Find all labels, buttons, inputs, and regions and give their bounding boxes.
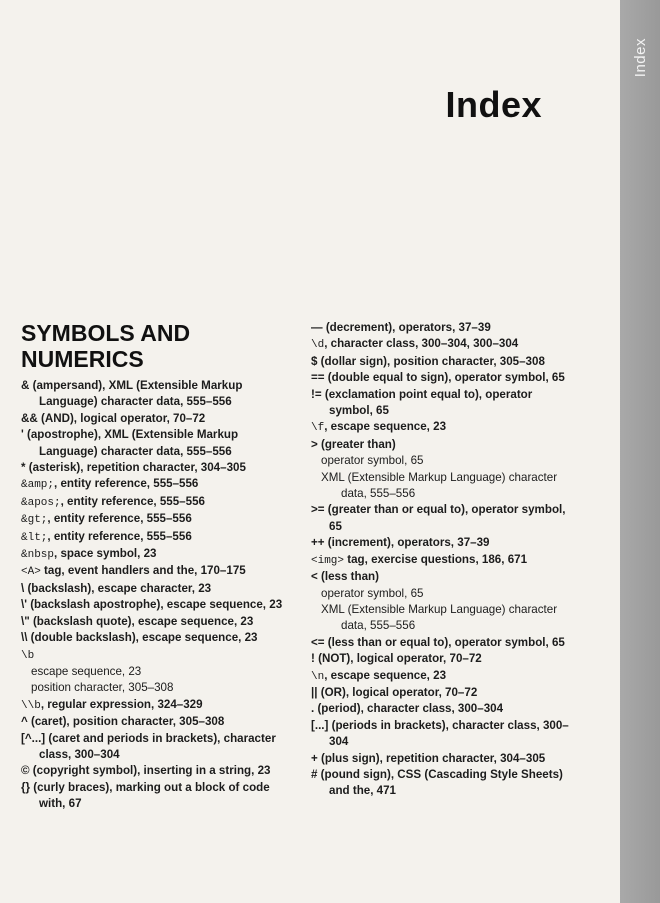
entry-text: [^...] (caret and periods in brackets), character class, 300–304 <box>21 731 276 761</box>
entry-text: © (copyright symbol), inserting in a string, 23 <box>21 764 271 778</box>
entry-text: [...] (periods in brackets), character class, 300–304 <box>311 718 569 749</box>
entry-text: * (asterisk), repetition character, 304–305 <box>21 461 246 475</box>
index-entry <box>21 763 293 779</box>
index-column-right <box>311 320 577 800</box>
code-term: &amp; <box>21 479 55 492</box>
entry-text: \' (backslash apostrophe), escape sequence, 23 <box>21 598 283 612</box>
index-entry <box>21 581 293 597</box>
index-entry <box>21 411 293 427</box>
entry-text: , entity reference, 555–556 <box>47 512 192 526</box>
entry-text: && (AND), logical operator, 70–72 <box>21 411 206 425</box>
code-term: \f <box>311 422 325 435</box>
page-title: Index <box>445 84 542 125</box>
entry-text: >= (greater than or equal to), operator symbol, 65 <box>311 503 566 533</box>
entry-text: ' (apostrophe), XML (Extensible Markup Language) character data, 555–556 <box>21 428 239 458</box>
entry-text: {} (curly braces), marking out a block of code with, 67 <box>21 780 270 811</box>
entry-text: , escape sequence, 23 <box>324 668 447 682</box>
index-subentry <box>311 470 577 503</box>
index-entry <box>311 635 577 651</box>
index-entry <box>311 419 577 436</box>
entry-text: & (ampersand), XML (Extensible Markup Language) character data, 555–556 <box>21 379 243 409</box>
entry-text: || (OR), logical operator, 70–72 <box>311 685 478 699</box>
index-column-left <box>21 320 293 813</box>
index-entry <box>21 546 293 563</box>
index-entry <box>311 668 577 685</box>
index-entry <box>311 354 577 370</box>
entry-text: , character class, 300–304, 300–304 <box>324 337 519 351</box>
code-term: &gt; <box>21 514 48 527</box>
index-entry <box>311 552 577 569</box>
index-entry <box>311 767 577 800</box>
code-term: \d <box>311 339 325 352</box>
index-entry <box>21 647 293 664</box>
index-entry <box>21 714 293 730</box>
index-entry <box>311 718 577 751</box>
section-heading: SYMBOLS AND NUMERICS <box>21 320 191 372</box>
index-subentry <box>21 664 293 680</box>
index-subentry <box>311 586 577 602</box>
index-entry <box>311 701 577 717</box>
entry-text: \\ (double backslash), escape sequence, 23 <box>21 631 258 645</box>
entry-text: < (less than) <box>311 570 379 584</box>
index-entry <box>21 476 293 493</box>
entry-text: . (period), character class, 300–304 <box>311 702 504 716</box>
entry-text: $ (dollar sign), position character, 305–308 <box>311 354 545 368</box>
entry-text: , entity reference, 555–556 <box>47 529 192 543</box>
entry-text: <= (less than or equal to), operator symbol, 65 <box>311 635 565 649</box>
entry-text: + (plus sign), repetition character, 304–305 <box>311 751 546 765</box>
index-entry <box>21 529 293 546</box>
index-entry <box>311 336 577 353</box>
code-term: &apos; <box>21 496 61 509</box>
index-entry <box>311 437 577 453</box>
index-entry <box>21 511 293 528</box>
entry-text: == (double equal to sign), operator symbol, 65 <box>311 371 565 385</box>
index-entry <box>21 460 293 476</box>
index-entry <box>21 697 293 714</box>
index-subentry <box>311 453 577 469</box>
code-term: <A> <box>21 566 41 579</box>
index-entry <box>21 614 293 630</box>
entry-text: > (greater than) <box>311 437 396 451</box>
index-entry-list <box>21 378 293 813</box>
entry-text: ! (NOT), logical operator, 70–72 <box>311 652 482 666</box>
index-entry <box>311 370 577 386</box>
index-entry <box>21 597 293 613</box>
entry-text: tag, event handlers and the, 170–175 <box>40 564 246 578</box>
entry-text: , space symbol, 23 <box>54 547 157 561</box>
code-term: &nbsp <box>21 549 55 562</box>
code-term: \b <box>21 649 35 662</box>
index-entry <box>311 751 577 767</box>
entry-text: XML (Extensible Markup Language) character data, 555–556 <box>321 470 558 501</box>
entry-text: \ (backslash), escape character, 23 <box>21 581 212 595</box>
index-entry <box>21 630 293 646</box>
entry-text: operator symbol, 65 <box>321 586 424 600</box>
side-tab-label: Index <box>632 38 649 78</box>
code-term: <img> <box>311 554 345 567</box>
entry-text: position character, 305–308 <box>31 681 174 695</box>
index-entry <box>21 563 293 580</box>
entry-text: escape sequence, 23 <box>31 664 142 678</box>
index-entry <box>311 502 577 535</box>
index-entry <box>21 731 293 764</box>
index-entry <box>311 387 577 420</box>
entry-text: != (exclamation point equal to), operator symbol, 65 <box>311 387 533 418</box>
index-entry <box>311 535 577 551</box>
index-entry <box>311 569 577 585</box>
entry-text: , regular expression, 324–329 <box>40 697 203 711</box>
entry-text: , entity reference, 555–556 <box>54 477 199 491</box>
index-entry <box>21 378 293 411</box>
entry-text: tag, exercise questions, 186, 671 <box>344 552 528 566</box>
code-term: \\b <box>21 699 41 712</box>
entry-text: \" (backslash quote), escape sequence, 23 <box>21 614 254 628</box>
index-subentry <box>311 602 577 635</box>
index-entry <box>311 685 577 701</box>
entry-text: , escape sequence, 23 <box>324 420 447 434</box>
side-tab <box>620 0 660 903</box>
entry-text: XML (Extensible Markup Language) character data, 555–556 <box>321 602 558 633</box>
code-term: \n <box>311 670 325 683</box>
entry-text: ++ (increment), operators, 37–39 <box>311 536 490 550</box>
index-entry <box>21 494 293 511</box>
entry-text: operator symbol, 65 <box>321 454 424 468</box>
entry-text: — (decrement), operators, 37–39 <box>311 321 491 334</box>
index-entry-list <box>311 320 577 800</box>
code-term: &lt; <box>21 531 48 544</box>
index-entry <box>21 780 293 813</box>
entry-text: ^ (caret), position character, 305–308 <box>21 715 225 729</box>
index-entry <box>311 320 577 336</box>
entry-text: # (pound sign), CSS (Cascading Style Sheets) and the, 471 <box>311 767 563 798</box>
index-entry <box>21 427 293 460</box>
entry-text: , entity reference, 555–556 <box>60 494 205 508</box>
index-entry <box>311 651 577 667</box>
index-subentry <box>21 680 293 696</box>
